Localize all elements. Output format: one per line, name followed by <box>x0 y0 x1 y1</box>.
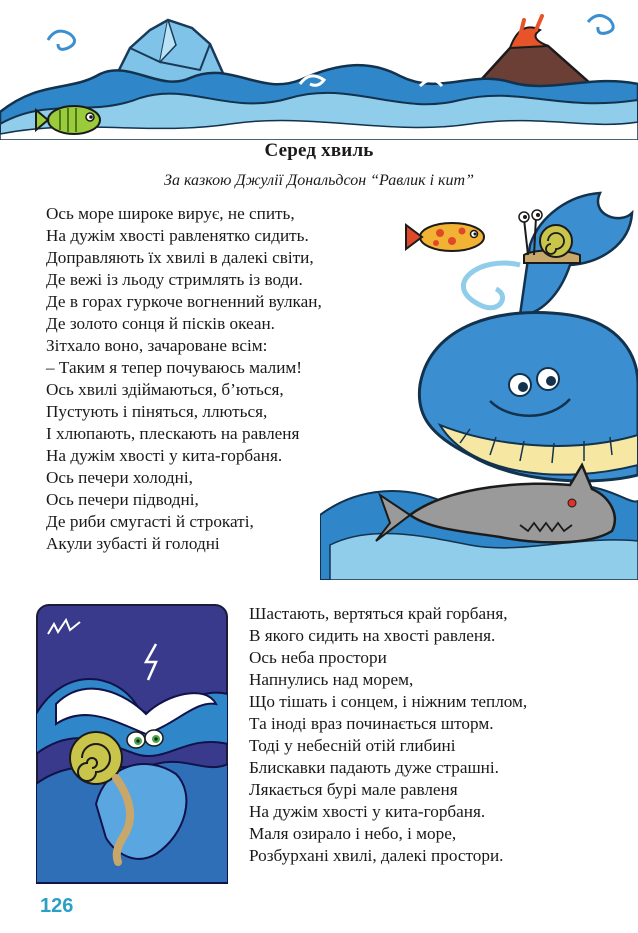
poem-line: В якого сидить на хвості равленя. <box>249 626 496 645</box>
poem-line: Ось неба простори <box>249 648 387 667</box>
poem-line: Та іноді враз починається шторм. <box>249 714 494 733</box>
whale-snail-shark-illustration <box>320 185 638 580</box>
poem-line: Ось печери холодні, <box>46 468 193 487</box>
poem-line: Ось море широке вирує, не спить, <box>46 204 295 223</box>
poem-line: – Таким я тепер почуваюсь малим! <box>46 358 302 377</box>
poem-line: Акули зубасті й голодні <box>46 534 220 553</box>
poem-title: Серед хвиль <box>264 140 374 161</box>
poem-line: І хлюпають, плескають на равленя <box>46 424 300 443</box>
poem-line: Розбурхані хвилі, далекі простори. <box>249 846 504 865</box>
poem-line: Лякається бурі мале равленя <box>249 780 458 799</box>
poem-line: Блискавки падають дуже страшні. <box>249 758 499 777</box>
poem-line: На дужім хвості у кита-горбаня. <box>249 802 486 821</box>
poem-line: Де риби смугасті й строкаті, <box>46 512 254 531</box>
storm-snail-illustration <box>36 604 228 884</box>
poem-line: Пустують і піняться, ллються, <box>46 402 268 421</box>
top-banner-illustration <box>0 0 638 140</box>
poem-stanza-2 <box>249 603 527 867</box>
poem-line: Зітхало воно, зачароване всім: <box>46 336 268 355</box>
poem-line: Ось печери підводні, <box>46 490 199 509</box>
poem-line: Де золото сонця й пісків океан. <box>46 314 275 333</box>
poem-line: Де вежі із льоду стримлять із води. <box>46 270 303 289</box>
poem-line: На дужім хвості у кита-горбаня. <box>46 446 283 465</box>
poem-stanza-1 <box>46 203 322 555</box>
poem-line: Шастають, вертяться край горбаня, <box>249 604 508 623</box>
page-number: 126 <box>40 895 74 917</box>
poem-line: На дужім хвості равленятко сидить. <box>46 226 309 245</box>
poem-line: Ось хвилі здіймаються, б’ються, <box>46 380 284 399</box>
poem-line: Тоді у небесній отій глибині <box>249 736 456 755</box>
poem-line: Маля озирало і небо, і море, <box>249 824 457 843</box>
poem-subtitle: За казкою Джулії Дональдсон “Равлик і кит” <box>164 172 474 189</box>
poem-line: Напнулись над морем, <box>249 670 414 689</box>
poem-line: Де в горах гуркоче вогненний вулкан, <box>46 292 322 311</box>
poem-line: Доправляють їх хвилі в далекі світи, <box>46 248 314 267</box>
poem-line: Що тішать і сонцем, і ніжним теплом, <box>249 692 528 711</box>
